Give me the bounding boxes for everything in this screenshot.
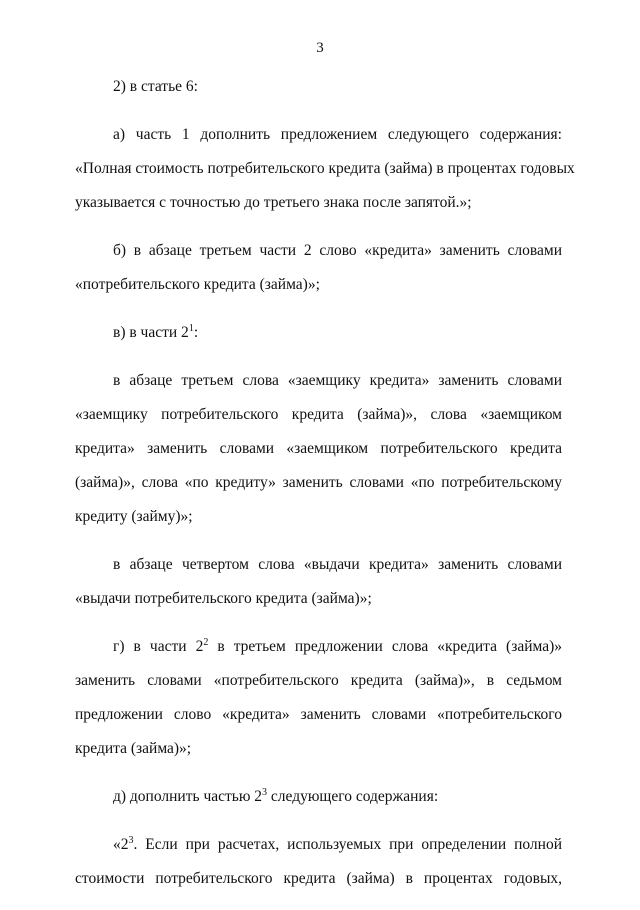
text-line: «Полная стоимость потребительского кредита (займа) в процентах годовых: [75, 160, 575, 177]
paragraph-item-d: [75, 780, 562, 814]
text-line: в абзаце четвертом слова «выдачи кредита» заменить словами: [113, 556, 562, 573]
text-line: «потребительского кредита (займа)»;: [75, 276, 320, 293]
text-line: б) в абзаце третьем части 2 слово «кредита» заменить словами: [113, 242, 562, 259]
paragraph-part-2-3: [75, 828, 562, 896]
superscript: 2: [203, 637, 209, 648]
text-line: «выдачи потребительского кредита (займа)»;: [75, 590, 372, 607]
text-line: заменить словами «потребительского кредита (займа)», в седьмом: [75, 672, 562, 689]
superscript: 1: [188, 323, 194, 334]
text-fragment: г) в части 2: [113, 638, 204, 655]
text-line: предложении слово «кредита» заменить словами «потребительского: [75, 706, 562, 723]
paragraph-item-a: [75, 118, 575, 220]
text-line: а) часть 1 дополнить предложением следующего содержания:: [113, 126, 562, 143]
text-line: кредита (займа)»;: [75, 740, 192, 757]
text-line: «заемщику потребительского кредита (займа)», слова «заемщиком: [75, 406, 562, 423]
text-fragment: д) дополнить частью 2: [113, 788, 263, 805]
text-fragment: в третьем предложении слова «кредита (займа)»: [208, 638, 562, 655]
paragraph-article-6: [75, 70, 562, 104]
document-body: [75, 70, 575, 910]
text-line: [75, 630, 562, 664]
text-fragment: . Если при расчетах, используемых при определении полной: [133, 836, 562, 853]
superscript: 3: [128, 835, 134, 846]
paragraph-fourth-subparagraph: [75, 548, 562, 616]
text-line: [75, 828, 562, 862]
paragraph-item-g: [75, 630, 562, 766]
text-line: в абзаце третьем слова «заемщику кредита» заменить словами: [113, 372, 562, 389]
text-line: кредита» заменить словами «заемщиком потребительского кредита: [75, 440, 562, 457]
text-fragment: в) в части 2: [113, 324, 189, 341]
text-line: кредиту (займу)»;: [75, 508, 193, 525]
paragraph-third-subparagraph: [75, 364, 562, 534]
text-line: 2) в статье 6:: [113, 78, 198, 95]
page-number: 3: [316, 40, 324, 56]
text-line: стоимости потребительского кредита (займа) в процентах годовых,: [75, 870, 562, 887]
paragraph-item-b: [75, 234, 562, 302]
text-line: [75, 780, 562, 814]
text-line: (займа)», слова «по кредиту» заменить словами «по потребительскому: [75, 474, 562, 491]
text-fragment: :: [193, 324, 199, 341]
text-line: указывается с точностью до третьего знака после запятой.»;: [75, 194, 472, 211]
text-fragment: «2: [113, 836, 129, 853]
text-line: [75, 316, 562, 350]
text-fragment: следующего содержания:: [267, 788, 439, 805]
superscript: 3: [262, 787, 268, 798]
paragraph-item-v: [75, 316, 562, 350]
